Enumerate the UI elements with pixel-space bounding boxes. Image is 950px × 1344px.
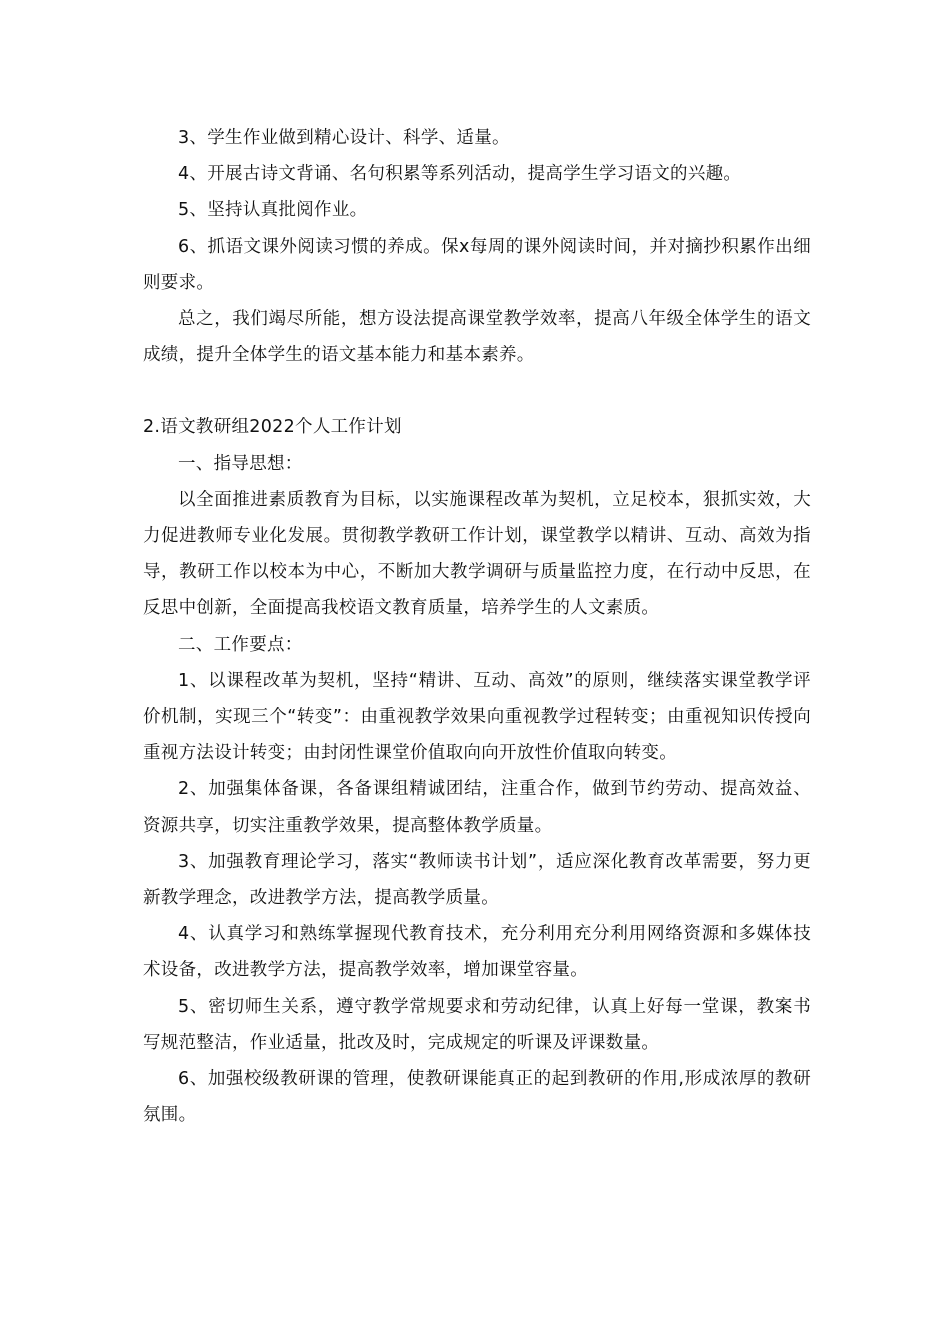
work-point-3: 3、加强教育理论学习，落实“教师读书计划”，适应深化教育改革需要，努力更新教学理念，改进教学方法，提高教学质量。	[143, 851, 811, 909]
work-point-2: 2、加强集体备课，各备课组精诚团结，注重合作，做到节约劳动、提高效益、资源共享，切实注重教学效果，提高整体教学质量。	[143, 779, 811, 836]
paragraph-item-3: 3、学生作业做到精心设计、科学、适量。	[178, 128, 510, 148]
section-title: 2.语文教研组2022个人工作计划	[143, 417, 402, 438]
paragraph-item-5: 5、坚持认真批阅作业。	[178, 200, 368, 221]
section-gap	[143, 373, 811, 409]
work-point-5: 5、密切师生关系，遵守教学常规要求和劳动纪律，认真上好每一堂课，教案书写规范整洁，作业适量，批改及时，完成规定的听课及评课数量。	[143, 996, 811, 1053]
work-point-6: 6、加强校级教研课的管理，使教研课能真正的起到教研的作用,形成浓厚的教研氛围。	[143, 1069, 811, 1126]
heading-guiding-ideas: 一、指导思想：	[178, 453, 303, 474]
heading-work-points: 二、工作要点：	[178, 634, 303, 655]
summary-paragraph: 总之，我们竭尽所能，想方设法提高课堂教学效率，提高八年级全体学生的语文成绩，提升全体学生的语文基本能力和基本素养。	[143, 309, 811, 366]
work-point-1: 1、以课程改革为契机，坚持“精讲、互动、高效”的原则，继续落实课堂教学评价机制，实现三个“转变”：由重视教学效果向重视教学过程转变；由重视知识传授向重视方法设计转变；由封闭性课堂价值取向向开放性价值取向转变。	[143, 670, 811, 764]
paragraph-item-6: 6、抓语文课外阅读习惯的养成。保x每周的课外阅读时间，并对摘抄积累作出细则要求。	[143, 236, 811, 293]
guiding-ideas-paragraph: 以全面推进素质教育为目标，以实施课程改革为契机，立足校本，狠抓实效，大力促进教师专业化发展。贯彻教学教研工作计划，课堂教学以精讲、互动、高效为指导，教研工作以校本为中心，不断加大教学调研与质量监控力度，在行动中反思，在反思中创新，全面提高我校语文教育质量，培养学生的人文素质。	[143, 489, 811, 619]
paragraph-item-4: 4、开展古诗文背诵、名句积累等系列活动，提高学生学习语文的兴趣。	[178, 164, 742, 185]
document-body	[143, 120, 811, 1133]
work-point-4: 4、认真学习和熟练掌握现代教育技术，充分利用充分利用网络资源和多媒体技术设备，改进教学方法，提高教学效率，增加课堂容量。	[143, 924, 811, 981]
